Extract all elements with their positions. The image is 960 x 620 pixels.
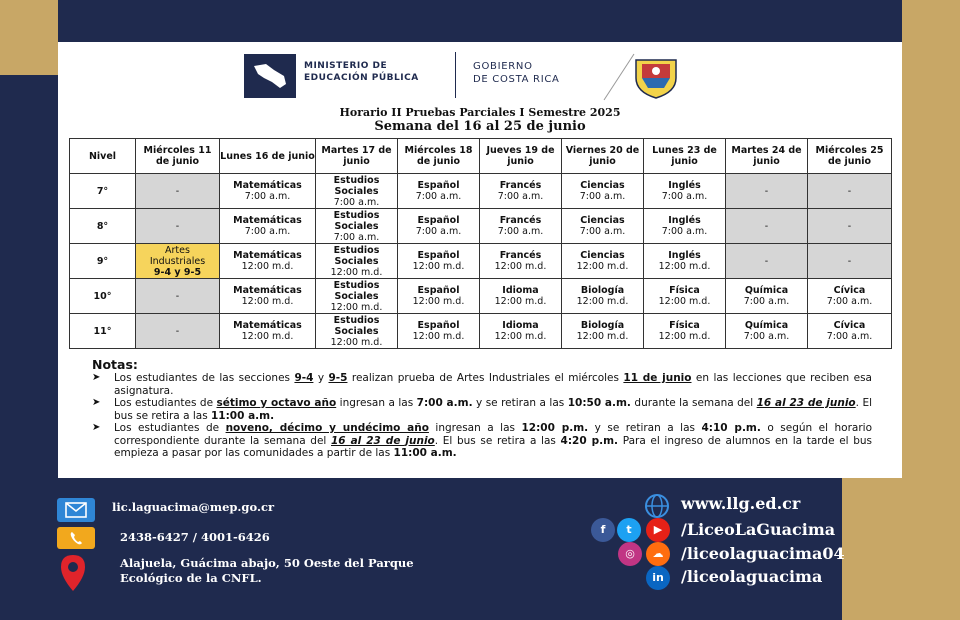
schedule-cell — [562, 279, 644, 314]
col-header: Martes 24 de junio — [726, 139, 808, 174]
facebook-icon[interactable]: f — [591, 518, 615, 542]
cell-subject: Español — [417, 320, 460, 331]
cell-dash: - — [175, 325, 180, 337]
cell-subject: Español — [417, 215, 460, 226]
cell-subject: Estudios Sociales — [333, 209, 380, 232]
table-row — [70, 244, 892, 279]
cell-subject: Química — [744, 320, 789, 331]
schedule-cell — [220, 209, 316, 244]
schedule-cell — [644, 314, 726, 349]
note-emphasis: sétimo y octavo año — [216, 397, 337, 409]
costa-rica-map-logo — [244, 54, 296, 98]
cell-subject: Biología — [580, 320, 625, 331]
cell-time: 7:00 a.m. — [415, 226, 462, 237]
schedule-cell — [316, 314, 398, 349]
schedule-cell — [398, 314, 480, 349]
cell-dash: - — [847, 255, 852, 267]
cell-time: 12:00 m.d. — [576, 331, 629, 342]
cell-subject: Francés — [499, 215, 542, 226]
linkedin-icon[interactable]: in — [646, 566, 670, 590]
schedule-cell — [136, 174, 220, 209]
cell-subject: Estudios Sociales — [333, 174, 380, 197]
cell-time: 12:00 m.d. — [494, 331, 547, 342]
note-emphasis: 10:50 a.m. — [567, 397, 631, 409]
cell-time: 7:00 a.m. — [497, 226, 544, 237]
cell-time: 12:00 m.d. — [658, 331, 711, 342]
cell-time: 12:00 m.d. — [412, 261, 465, 272]
table-header-row — [70, 139, 892, 174]
cell-subject: Español — [417, 180, 460, 191]
note-emphasis: 11 de junio — [623, 372, 692, 384]
soundcloud-icon[interactable]: ☁ — [646, 542, 670, 566]
sheet-titles — [58, 106, 902, 134]
cell-time: 12:00 m.d. — [494, 296, 547, 307]
note-emphasis: 9-5 — [328, 372, 348, 384]
cell-subject: Español — [417, 250, 460, 261]
cell-subject: Ciencias — [580, 180, 625, 191]
note-text: . El bus se retira a las — [434, 434, 561, 447]
cell-time: 7:00 a.m. — [244, 226, 291, 237]
cell-dash: - — [764, 220, 769, 232]
col-header: Jueves 19 de junio — [480, 139, 562, 174]
cell-time: 7:00 a.m. — [661, 226, 708, 237]
cell-time: 7:00 a.m. — [579, 191, 626, 202]
arrow-bullet-icon: ➤ — [92, 397, 101, 408]
phone-icon — [57, 527, 95, 549]
contact-phone: 2438-6427 / 4001-6426 — [120, 530, 270, 544]
schedule-cell — [808, 174, 892, 209]
note-text: . El bus se retira a las — [114, 397, 873, 422]
cell-subject: Idioma — [502, 320, 539, 331]
schedule-sheet — [58, 42, 902, 478]
col-header: Lunes 16 de junio — [220, 139, 316, 174]
exam-schedule-table — [69, 138, 892, 349]
schedule-cell — [808, 244, 892, 279]
cell-subject: Idioma — [502, 285, 539, 296]
cell-subject: Matemáticas — [233, 285, 302, 296]
cell-subject: Matemáticas — [233, 250, 302, 261]
cell-time: 12:00 m.d. — [576, 261, 629, 272]
schedule-cell — [480, 244, 562, 279]
cell-time: 12:00 m.d. — [241, 261, 294, 272]
cell-subject: Cívica — [833, 285, 866, 296]
contact-address: Alajuela, Guácima abajo, 50 Oeste del Parque Ecológico de la CNFL. — [120, 556, 414, 585]
cell-time: 7:00 a.m. — [579, 226, 626, 237]
cell-subject: Ciencias — [580, 250, 625, 261]
cell-time: 12:00 m.d. — [412, 296, 465, 307]
level-cell: 8° — [70, 209, 136, 244]
schedule-cell — [136, 209, 220, 244]
schedule-cell — [808, 279, 892, 314]
cell-time: 12:00 m.d. — [241, 331, 294, 342]
table-row — [70, 314, 892, 349]
col-header: Miércoles 25 de junio — [808, 139, 892, 174]
schedule-subtitle: Semana del 16 al 25 de junio — [374, 119, 586, 134]
header-divider — [455, 52, 456, 98]
cell-time: 7:00 a.m. — [826, 331, 873, 342]
cell-subject: Ciencias — [580, 215, 625, 226]
gob-line-1: GOBIERNO — [473, 61, 533, 72]
note-emphasis: 12:00 p.m. — [521, 422, 589, 434]
gold-band-left — [0, 0, 58, 75]
note-text: Los estudiantes de — [114, 397, 217, 409]
col-header: Nivel — [70, 139, 136, 174]
cell-subject: Química — [744, 285, 789, 296]
schedule-cell — [562, 244, 644, 279]
col-header: Martes 17 de junio — [316, 139, 398, 174]
schedule-cell — [316, 244, 398, 279]
cell-time: 12:00 m.d. — [658, 261, 711, 272]
note-item — [92, 422, 872, 460]
cell-time: 12:00 m.d. — [330, 301, 383, 313]
note-emphasis: 4:10 p.m. — [701, 422, 761, 434]
level-cell: 11° — [70, 314, 136, 349]
mep-line-2: EDUCACIÓN PÚBLICA — [304, 73, 419, 83]
cell-subject: Estudios Sociales — [333, 279, 380, 302]
cell-time: 7:00 a.m. — [743, 331, 790, 342]
schedule-cell — [220, 174, 316, 209]
schedule-cell — [398, 209, 480, 244]
cell-time: 12:00 m.d. — [330, 336, 383, 348]
table-row — [70, 209, 892, 244]
cell-subject: Física — [669, 320, 700, 331]
schedule-cell — [644, 279, 726, 314]
schedule-cell — [480, 209, 562, 244]
cell-time: 12:00 m.d. — [576, 296, 629, 307]
arrow-bullet-icon: ➤ — [92, 372, 101, 383]
cell-time: 7:00 a.m. — [661, 191, 708, 202]
schedule-cell — [726, 244, 808, 279]
government-name — [473, 60, 613, 86]
cell-subject: Cívica — [833, 320, 866, 331]
cell-subject: Inglés — [668, 250, 701, 261]
schedule-cell — [726, 174, 808, 209]
cell-time: 7:00 a.m. — [826, 296, 873, 307]
note-text: y se retiran a las — [472, 397, 568, 409]
col-header: Miércoles 18 de junio — [398, 139, 480, 174]
cell-subject: Biología — [580, 285, 625, 296]
email-icon — [57, 498, 95, 522]
schedule-cell — [220, 279, 316, 314]
note-text: realizan prueba de Artes Industriales el miércoles — [347, 372, 624, 384]
schedule-cell — [220, 244, 316, 279]
cell-time: 12:00 m.d. — [494, 261, 547, 272]
cell-time: 7:00 a.m. — [333, 196, 380, 208]
cell-dash: - — [847, 220, 852, 232]
schedule-cell — [644, 174, 726, 209]
note-text: en las lecciones que reciben esa asignatura. — [114, 372, 872, 397]
cell-subject: Inglés — [668, 180, 701, 191]
schedule-cell — [220, 314, 316, 349]
notes-section — [92, 358, 872, 460]
schedule-cell — [136, 244, 220, 279]
twitter-icon[interactable]: t — [617, 518, 641, 542]
level-cell: 7° — [70, 174, 136, 209]
note-item — [92, 397, 872, 422]
cell-subject: Física — [669, 285, 700, 296]
level-cell: 9° — [70, 244, 136, 279]
schedule-cell — [726, 314, 808, 349]
note-text: Los estudiantes de las secciones — [114, 372, 295, 384]
website-link[interactable]: www.llg.ed.cr — [681, 494, 801, 513]
note-emphasis: 11:00 a.m. — [211, 409, 275, 422]
cell-time: 7:00 a.m. — [497, 191, 544, 202]
schedule-cell — [562, 209, 644, 244]
gold-band-right — [902, 0, 960, 440]
cell-time: 7:00 a.m. — [244, 191, 291, 202]
school-crest-logo — [630, 52, 682, 100]
schedule-cell — [480, 174, 562, 209]
schedule-cell — [316, 279, 398, 314]
sheet-header — [58, 48, 902, 104]
cell-subject: Inglés — [668, 215, 701, 226]
col-header: Lunes 23 de junio — [644, 139, 726, 174]
cell-time: 7:00 a.m. — [743, 296, 790, 307]
schedule-cell — [644, 209, 726, 244]
level-cell: 10° — [70, 279, 136, 314]
note-item — [92, 372, 872, 397]
note-emphasis: 4:20 p.m. — [560, 434, 619, 447]
cell-time: 7:00 a.m. — [415, 191, 462, 202]
cell-subject: Francés — [499, 180, 542, 191]
note-text: Los estudiantes de — [114, 422, 226, 434]
cell-subject: Francés — [499, 250, 542, 261]
cell-time: 7:00 a.m. — [333, 231, 380, 243]
instagram-icon[interactable]: ◎ — [618, 542, 642, 566]
facebook-handle[interactable]: /LiceoLaGuacima — [681, 520, 836, 539]
schedule-cell — [480, 279, 562, 314]
youtube-icon[interactable]: ▶ — [646, 518, 670, 542]
cell-subject: Estudios Sociales — [333, 244, 380, 267]
schedule-cell — [726, 209, 808, 244]
instagram-handle[interactable]: /liceolaguacima04 — [681, 544, 845, 563]
note-text: Para el ingreso de alumnos en la tarde el bus empieza a pasar por las comunidades a partir de las — [114, 434, 873, 459]
notes-title: Notas: — [92, 357, 138, 372]
note-text: o según el horario correspondiente durante la semana del — [114, 422, 873, 447]
note-emphasis: 9-4 — [294, 372, 314, 384]
schedule-cell — [808, 314, 892, 349]
cell-dash: - — [175, 290, 180, 302]
linkedin-handle[interactable]: /liceolaguacima — [681, 567, 823, 586]
note-text: y — [313, 372, 329, 384]
cell-subject: Matemáticas — [233, 320, 302, 331]
cell-time: 12:00 m.d. — [241, 296, 294, 307]
note-emphasis: 16 al 23 de junio — [756, 397, 856, 409]
schedule-cell — [480, 314, 562, 349]
note-text: y se retiran a las — [588, 422, 702, 434]
note-emphasis: 11:00 a.m. — [393, 447, 457, 459]
note-text: ingresan a las — [428, 422, 522, 434]
schedule-cell — [398, 244, 480, 279]
col-header: Viernes 20 de junio — [562, 139, 644, 174]
cell-subject: Matemáticas — [233, 215, 302, 226]
schedule-cell — [562, 174, 644, 209]
schedule-cell — [136, 314, 220, 349]
schedule-cell — [398, 279, 480, 314]
cell-sections: 9-4 y 9-5 — [153, 266, 202, 278]
location-pin-icon — [57, 553, 89, 593]
cell-subject: Matemáticas — [233, 180, 302, 191]
schedule-cell — [398, 174, 480, 209]
schedule-cell — [136, 279, 220, 314]
cell-time: 12:00 m.d. — [412, 331, 465, 342]
note-emphasis: noveno, décimo y undécimo año — [225, 422, 429, 434]
cell-subject: Estudios Sociales — [333, 314, 380, 337]
schedule-cell — [316, 209, 398, 244]
mep-name — [304, 60, 454, 84]
col-header: Miércoles 11 de junio — [136, 139, 220, 174]
cell-dash: - — [764, 255, 769, 267]
gob-line-2: DE COSTA RICA — [473, 74, 560, 85]
schedule-cell — [562, 314, 644, 349]
schedule-cell — [726, 279, 808, 314]
cell-dash: - — [175, 185, 180, 197]
schedule-cell — [644, 244, 726, 279]
table-row — [70, 174, 892, 209]
schedule-cell — [808, 209, 892, 244]
cell-subject: Artes Industriales — [149, 244, 206, 267]
schedule-cell — [316, 174, 398, 209]
cell-dash: - — [175, 220, 180, 232]
note-emphasis: 16 al 23 de junio — [331, 434, 435, 447]
cell-dash: - — [847, 185, 852, 197]
globe-icon — [644, 493, 670, 519]
mep-line-1: MINISTERIO DE — [304, 61, 388, 71]
schedule-title: Horario II Pruebas Parciales I Semestre 2025 — [339, 106, 621, 119]
cell-dash: - — [764, 185, 769, 197]
note-emphasis: 7:00 a.m. — [416, 397, 473, 409]
contact-email[interactable]: lic.laguacima@mep.go.cr — [112, 500, 275, 514]
arrow-bullet-icon: ➤ — [92, 422, 101, 433]
table-row — [70, 279, 892, 314]
cell-time: 12:00 m.d. — [330, 266, 383, 278]
cell-time: 12:00 m.d. — [658, 296, 711, 307]
cell-subject: Español — [417, 285, 460, 296]
note-text: ingresan a las — [336, 397, 417, 409]
note-text: durante la semana del — [630, 397, 757, 409]
